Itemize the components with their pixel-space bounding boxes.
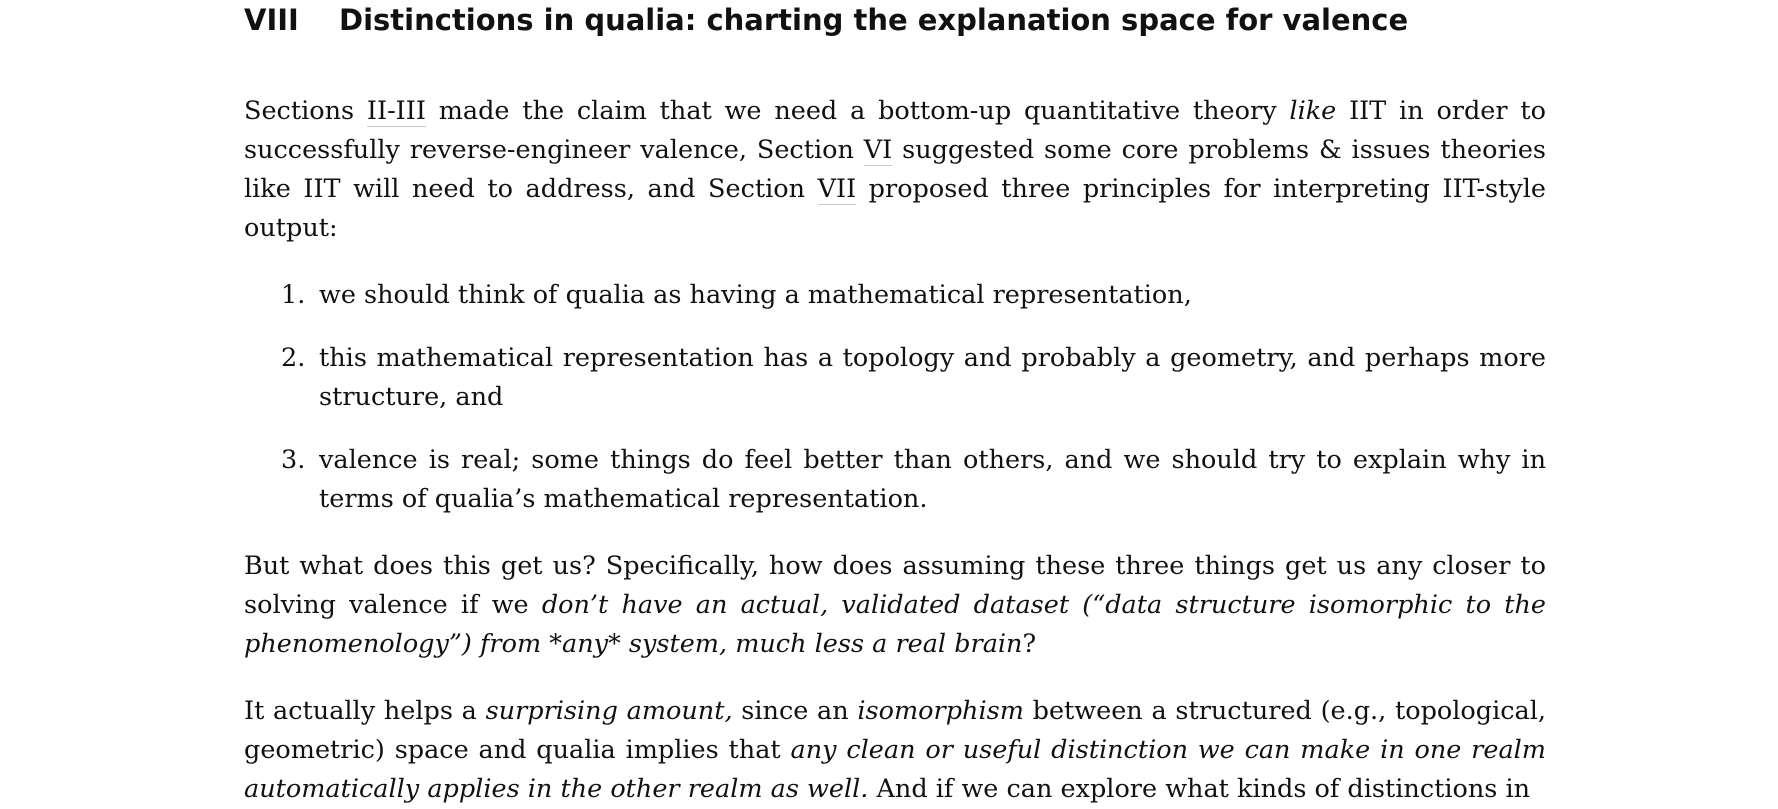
section-title: Distinctions in qualia: charting the explanation space for valence [339,3,1409,37]
emphasis-text: any clean or useful distinction we can make in one realm automatically applies in the other realm as well. [244,735,1546,804]
paragraph-isomorphism [244,692,1546,809]
section-ref-link-vii[interactable]: VII [817,174,857,204]
paragraph-intro [244,92,1546,248]
section-number: VIII [244,3,299,37]
emphasis-text: surprising amount, [485,696,733,726]
section-ref-link-vi[interactable]: VI [863,135,893,165]
emphasis-text: like [1289,96,1337,126]
list-item-text: we should think of qualia as having a mathematical representation, [319,280,1192,310]
paragraph-text: between a structured (e.g., topological, geometric) space and qualia implies that [244,696,1546,765]
emphasis-text: don’t have an actual, validated dataset (“data structure isomorphic to the phenomenology”) from *any* system, much less a real brain [244,590,1546,659]
paragraph-text: And if we can explore what kinds of distinctions in [868,774,1531,804]
list-item-number: 3. [281,445,306,475]
emphasis-text: isomorphism [857,696,1024,726]
paragraph-text: proposed three principles for interpreting IIT-style output: [244,174,1546,243]
paragraph-text: It actually helps a [244,696,486,726]
principles-list [244,276,1546,519]
list-item-number: 1. [281,280,306,310]
list-item [244,276,1546,315]
list-item-number: 2. [281,343,306,373]
list-item [244,441,1546,519]
paragraph-text: Sections [244,96,367,126]
list-item-text: this mathematical representation has a topology and probably a geometry, and perhaps more structure, and [319,343,1546,412]
paragraph-text: made the claim that we need a bottom-up quantitative theory [425,96,1290,126]
list-item [244,339,1546,417]
paragraph-text: suggested some core problems & issues theories like IIT will need to address, and Section [244,135,1546,204]
paragraph-text: ? [1022,629,1037,659]
section-ref-link-ii-iii[interactable]: II-III [366,96,426,126]
paragraph-text: IIT in order to successfully reverse-engineer valence, Section [244,96,1546,165]
paragraph-question [244,547,1546,664]
section-heading [244,0,1546,39]
paragraph-text: But what does this get us? Specifically, how does assuming these three things get us any closer to solving valence if we [244,551,1546,620]
paper-page [244,0,1546,809]
list-item-text: valence is real; some things do feel better than others, and we should try to explain why in terms of qualia’s mathematical representation. [319,445,1546,514]
paragraph-text: since an [732,696,858,726]
